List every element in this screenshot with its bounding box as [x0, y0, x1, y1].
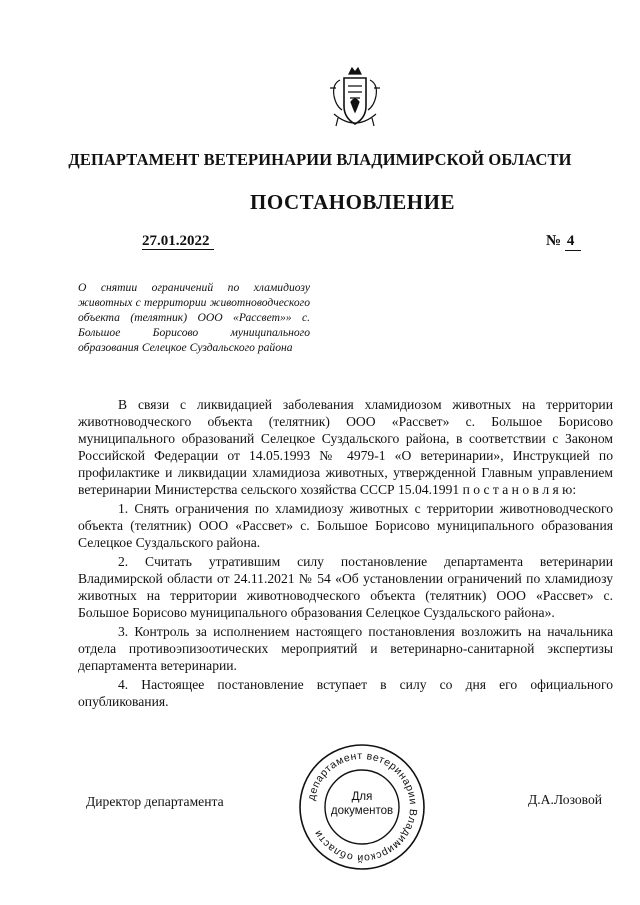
preamble-paragraph [78, 396, 613, 498]
number-value: 4 [565, 233, 581, 251]
document-body [78, 396, 613, 710]
document-title: ПОСТАНОВЛЕНИЕ [250, 190, 455, 214]
signatory-name: Д.А.Лозовой [528, 792, 603, 807]
stamp-center-line-2: документов [330, 805, 394, 817]
stamp-ring-text: департамент ветеринарии Владимирской области [305, 749, 420, 865]
document-subject: О снятии ограничений по хламидиозу животных с территории животноводческого объекта (телятник) ООО «Рассвет»» с. Большое Борисово муниципального образования Селецкое Суздальского района [78, 281, 310, 354]
number-label: № [546, 233, 562, 249]
resolve-word: п о с т а н о в л я ю: [462, 482, 577, 497]
resolution-item-1: 1. Снять ограничения по хламидиозу животных с территории животноводческого объекта (телятник) ООО «Рассвет» с. Большое Борисово муниципального образования Селецкое Суздальского района. [78, 501, 613, 550]
preamble-text: В связи с ликвидацией заболевания хламидиозом животных на территории животноводческого объекта (телятник) ООО «Рассвет» с. Большое Борисово муниципального образований Селецкое Суздальского района, в соответствии с Законом Российской Федерации от 14.05.1993 № 4979-1 «О ветеринарии», Инструкцией по профилактике и ликвидации хламидиоза животных, утвержденной Главным управлением ветеринарии Министерства сельского хозяйства СССР 15.04.1991 [78, 397, 613, 497]
stamp-center-line-1: Для [351, 791, 373, 803]
resolution-item-3: 3. Контроль за исполнением настоящего постановления возложить на начальника отдела противоэпизоотических мероприятий и ветеринарно-санитарной экспертизы департамента ветеринарии. [78, 624, 613, 673]
resolution-item-4: 4. Настоящее постановление вступает в силу со дня его официального опубликования. [78, 677, 613, 709]
document-date [142, 233, 214, 250]
department-name: ДЕПАРТАМЕНТ ВЕТЕРИНАРИИ ВЛАДИМИРСКОЙ ОБЛАСТИ [68, 150, 572, 169]
stamp-center-text [297, 790, 427, 818]
coat-of-arms-icon [326, 66, 384, 134]
signatory-position: Директор департамента [86, 794, 224, 809]
official-stamp [297, 742, 427, 872]
date-value: 27.01.2022 [142, 233, 214, 250]
document-number [546, 233, 581, 251]
resolution-item-2: 2. Считать утратившим силу постановление департамента ветеринарии Владимирской области от 24.11.2021 № 54 «Об установлении ограничений по хламидиозу животных на территории животноводческого объекта (телятник) ООО «Рассвет» с. Большое Борисово муниципального образования Селецкое Суздальского района». [78, 554, 613, 620]
